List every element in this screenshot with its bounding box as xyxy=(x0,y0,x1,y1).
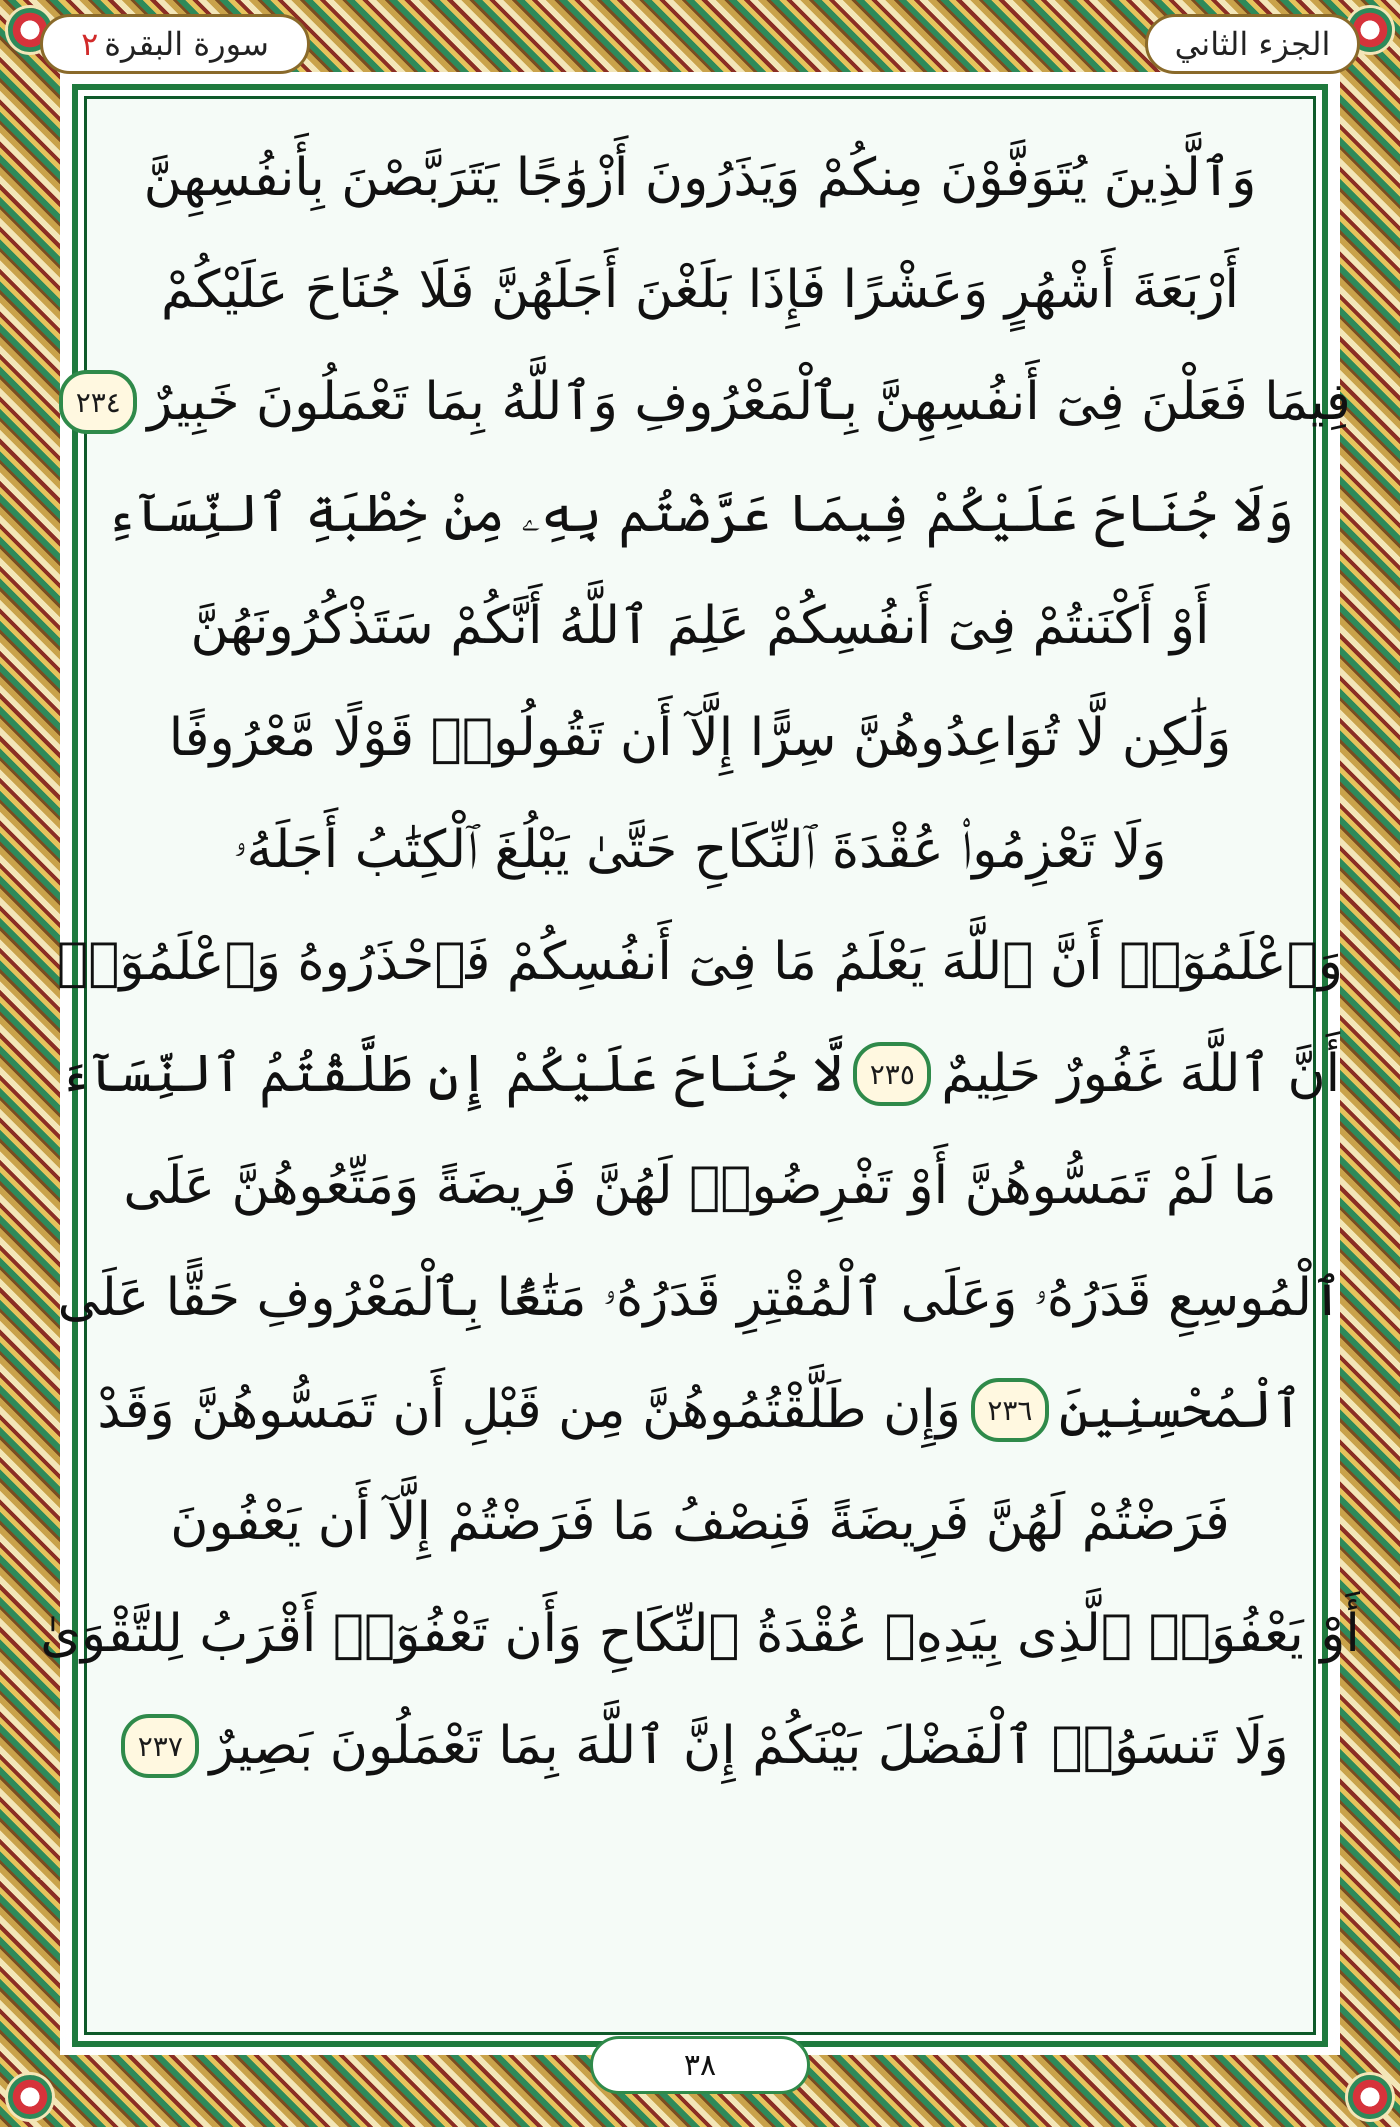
verse-text: فِيمَا فَعَلْنَ فِىٓ أَنفُسِهِنَّ بِٱلْمَعْرُوفِ وَٱللَّهُ بِمَا تَعْمَلُونَ خَبِيرٌ xyxy=(147,372,1351,432)
verse-line xyxy=(75,346,1351,458)
corner-medallion-icon xyxy=(1348,2075,1392,2119)
verse-line xyxy=(40,1578,1360,1690)
verse-line xyxy=(106,458,1294,570)
ayah-number-marker: ٢٣٥ xyxy=(853,1042,931,1106)
verse-text: وَٱلَّذِينَ يُتَوَفَّوْنَ مِنكُمْ وَيَذَرُونَ أَزْوَٰجًا يَتَرَبَّصْنَ بِأَنفُسِهِنَّ xyxy=(143,148,1257,208)
ayah-number-marker: ٢٣٤ xyxy=(59,370,137,434)
verse-line xyxy=(59,1018,1341,1130)
surah-title xyxy=(40,14,310,74)
ayah-number-marker: ٢٣٧ xyxy=(121,1714,199,1778)
verse-line xyxy=(112,1690,1288,1802)
verse-text-area xyxy=(40,122,1360,1977)
verse-text: أَنَّ ٱللَّهَ غَفُورٌ حَلِيمٌ xyxy=(941,1044,1341,1104)
surah-label: سورة البقرة xyxy=(104,25,269,63)
verse-text: وَإِن طَلَّقْتُمُوهُنَّ مِن قَبْلِ أَن تَمَسُّوهُنَّ وَقَدْ xyxy=(97,1380,961,1440)
verse-text: أَوْ أَكْنَنتُمْ فِىٓ أَنفُسِكُمْ عَلِمَ ٱللَّهُ أَنَّكُمْ سَتَذْكُرُونَهُنَّ xyxy=(190,596,1210,656)
verse-line xyxy=(112,1466,1288,1578)
ayah-number-marker: ٢٣٦ xyxy=(971,1378,1049,1442)
verse-line xyxy=(112,570,1288,682)
verse-text: لَّا جُنَاحَ عَلَيْكُمْ إِن طَلَّقْتُمُ ٱلنِّسَآءَ xyxy=(59,1044,844,1104)
verse-line xyxy=(112,234,1288,346)
verse-text: ٱلْمُحْسِنِينَ xyxy=(1058,1380,1303,1440)
verse-line xyxy=(97,1354,1303,1466)
verse-text: فَرَضْتُمْ لَهُنَّ فَرِيضَةً فَنِصْفُ مَا فَرَضْتُمْ إِلَّآ أَن يَعْفُونَ xyxy=(170,1492,1230,1552)
verse-text: وَلَا تَعْزِمُوا۟ عُقْدَةَ ٱلنِّكَاحِ حَتَّىٰ يَبْلُغَ ٱلْكِتَٰبُ أَجَلَهُۥ xyxy=(233,819,1167,880)
juz-label: الجزء الثاني xyxy=(1174,25,1331,63)
verse-line xyxy=(112,794,1288,906)
page-number: ٣٨ xyxy=(590,2036,810,2094)
corner-medallion-icon xyxy=(8,2075,52,2119)
verse-text: أَوْ يَعْفُوَا۟ ٱلَّذِى بِيَدِهِۦ عُقْدَةُ ٱلنِّكَاحِ وَأَن تَعْفُوٓا۟ أَقْرَبُ لِلتَّقْوَىٰ xyxy=(40,1604,1360,1664)
surah-number: ٢ xyxy=(81,25,99,63)
verse-line xyxy=(57,1242,1343,1354)
verse-line xyxy=(112,1130,1288,1242)
verse-line xyxy=(57,906,1343,1018)
juz-title xyxy=(1145,14,1360,74)
verse-text: مَا لَمْ تَمَسُّوهُنَّ أَوْ تَفْرِضُوا۟ لَهُنَّ فَرِيضَةً وَمَتِّعُوهُنَّ عَلَى xyxy=(123,1156,1277,1216)
verse-text: وَٱعْلَمُوٓا۟ أَنَّ ٱللَّهَ يَعْلَمُ مَا فِىٓ أَنفُسِكُمْ فَٱحْذَرُوهُ وَٱعْلَمُوٓا۟ xyxy=(57,932,1343,992)
verse-text: ٱلْمُوسِعِ قَدَرُهُۥ وَعَلَى ٱلْمُقْتِرِ قَدَرُهُۥ مَتَٰعًۢا بِٱلْمَعْرُوفِ حَقًّا عَلَى xyxy=(57,1267,1343,1328)
verse-line xyxy=(112,682,1288,794)
verse-text: وَلَا جُنَاحَ عَلَيْكُمْ فِيمَا عَرَّضْتُم بِهِۦ مِنْ خِطْبَةِ ٱلنِّسَآءِ xyxy=(106,483,1294,544)
verse-text: أَرْبَعَةَ أَشْهُرٍ وَعَشْرًا فَإِذَا بَلَغْنَ أَجَلَهُنَّ فَلَا جُنَاحَ عَلَيْكُمْ xyxy=(161,260,1239,320)
verse-line xyxy=(112,122,1288,234)
verse-text: وَلَٰكِن لَّا تُوَاعِدُوهُنَّ سِرًّا إِلَّآ أَن تَقُولُوا۟ قَوْلًا مَّعْرُوفًا xyxy=(168,708,1232,768)
verse-text: وَلَا تَنسَوُا۟ ٱلْفَضْلَ بَيْنَكُمْ إِنَّ ٱللَّهَ بِمَا تَعْمَلُونَ بَصِيرٌ xyxy=(209,1716,1289,1776)
